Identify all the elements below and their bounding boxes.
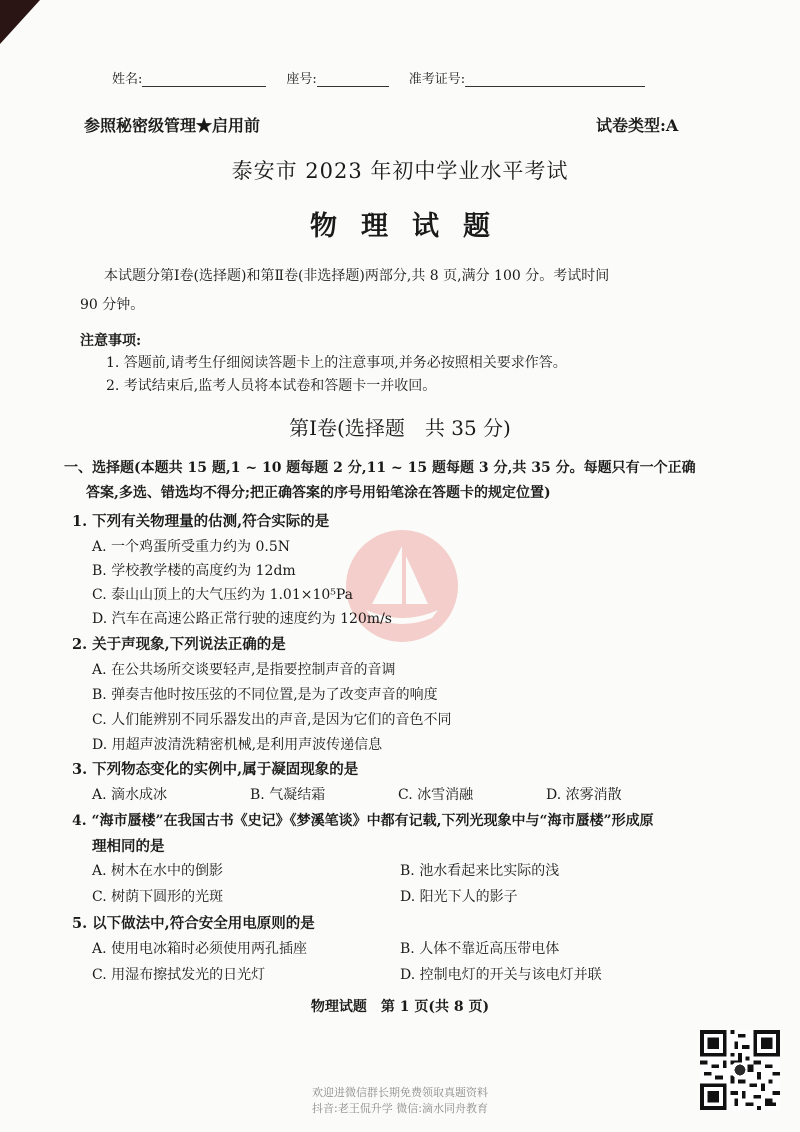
watermark-line-1: 欢迎进微信群长期免费领取真题资料 xyxy=(312,1086,488,1099)
question-1-option-d: D. 汽车在高速公路正常行驶的速度约为 120m/s xyxy=(92,611,392,627)
question-1-option-b: B. 学校教学楼的高度约为 12dm xyxy=(92,563,296,579)
question-3-option-a: A. 滴水成冰 xyxy=(92,787,168,803)
subject-title: 物理试题 xyxy=(310,211,514,242)
question-2-option-a: A. 在公共场所交谈要轻声,是指要控制声音的音调 xyxy=(92,662,396,678)
section-instructions-line-1: 一、选择题(本题共 15 题,1 ~ 10 题每题 2 分,11 ~ 15 题每题 3 分,共 35 分。每题只有一个正确 xyxy=(64,460,696,476)
admission-field[interactable] xyxy=(465,72,645,87)
secret-note: 参照秘密级管理★启用前 xyxy=(84,116,261,135)
question-2-stem: 2. 关于声现象,下列说法正确的是 xyxy=(72,636,286,653)
intro-line-1: 本试题分第Ⅰ卷(选择题)和第Ⅱ卷(非选择题)两部分,共 8 页,满分 100 分。考试时间 xyxy=(104,268,610,284)
question-5-option-d: D. 控制电灯的开关与该电灯并联 xyxy=(400,967,602,983)
question-4-option-b: B. 池水看起来比实际的浅 xyxy=(400,863,560,879)
notes-title: 注意事项: xyxy=(80,333,142,349)
seat-label: 座号: xyxy=(286,72,317,87)
page-footer: 物理试题 第 1 页(共 8 页) xyxy=(310,999,490,1015)
page-corner-mark xyxy=(0,0,40,44)
question-3-option-b: B. 气凝结霜 xyxy=(250,787,326,803)
watermark-seal xyxy=(342,526,462,646)
question-5-stem: 5. 以下做法中,符合安全用电原则的是 xyxy=(72,915,315,932)
candidate-info-row xyxy=(112,68,647,87)
question-2-option-b: B. 弹奏吉他时按压弦的不同位置,是为了改变声音的响度 xyxy=(92,687,438,703)
section-instructions-line-2: 答案,多选、错选均不得分;把正确答案的序号用铅笔涂在答题卡的规定位置) xyxy=(86,485,551,501)
question-4-stem-line-1: 4. “海市蜃楼”在我国古书《史记》《梦溪笔谈》中都有记载,下列光现象中与“海市蜃楼”形成原 xyxy=(72,813,654,829)
question-1-option-c: C. 泰山山顶上的大气压约为 1.01×10⁵Pa xyxy=(92,587,354,603)
admission-label: 准考证号: xyxy=(408,72,466,87)
question-2-option-c: C. 人们能辨别不同乐器发出的声音,是因为它们的音色不同 xyxy=(92,712,452,728)
name-field[interactable] xyxy=(142,72,266,87)
paper-type: 试卷类型:A xyxy=(596,116,679,135)
question-1-stem: 1. 下列有关物理量的估测,符合实际的是 xyxy=(72,513,330,530)
question-4-option-d: D. 阳光下人的影子 xyxy=(400,889,518,905)
name-label: 姓名: xyxy=(112,72,143,87)
seat-field[interactable] xyxy=(317,72,389,87)
question-2-option-d: D. 用超声波清洗精密机械,是利用声波传递信息 xyxy=(92,737,383,753)
watermark-line-2: 抖音:老王侃升学 微信:滴水同舟教育 xyxy=(312,1102,488,1115)
question-4-option-a: A. 树木在水中的倒影 xyxy=(92,863,224,879)
note-item: 1. 答题前,请考生仔细阅读答题卡上的注意事项,并务必按照相关要求作答。 xyxy=(106,355,567,371)
question-3-option-d: D. 浓雾消散 xyxy=(546,787,622,803)
question-3-option-c: C. 冰雪消融 xyxy=(398,787,474,803)
question-5-option-c: C. 用湿布擦拭发光的日光灯 xyxy=(92,967,266,983)
intro-line-2: 90 分钟。 xyxy=(80,297,145,313)
question-5-option-b: B. 人体不靠近高压带电体 xyxy=(400,941,560,957)
question-4-option-c: C. 树荫下圆形的光斑 xyxy=(92,889,224,905)
question-1-option-a: A. 一个鸡蛋所受重力约为 0.5N xyxy=(92,539,290,555)
question-5-option-a: A. 使用电冰箱时必须使用两孔插座 xyxy=(92,941,308,957)
question-3-stem: 3. 下列物态变化的实例中,属于凝固现象的是 xyxy=(72,761,359,778)
part-1-title: 第Ⅰ卷(选择题 共 35 分) xyxy=(289,416,511,440)
question-4-stem-line-2: 理相同的是 xyxy=(92,838,165,855)
note-item: 2. 考试结束后,监考人员将本试卷和答题卡一并收回。 xyxy=(106,378,437,394)
exam-title: 泰安市 2023 年初中学业水平考试 xyxy=(231,159,569,183)
